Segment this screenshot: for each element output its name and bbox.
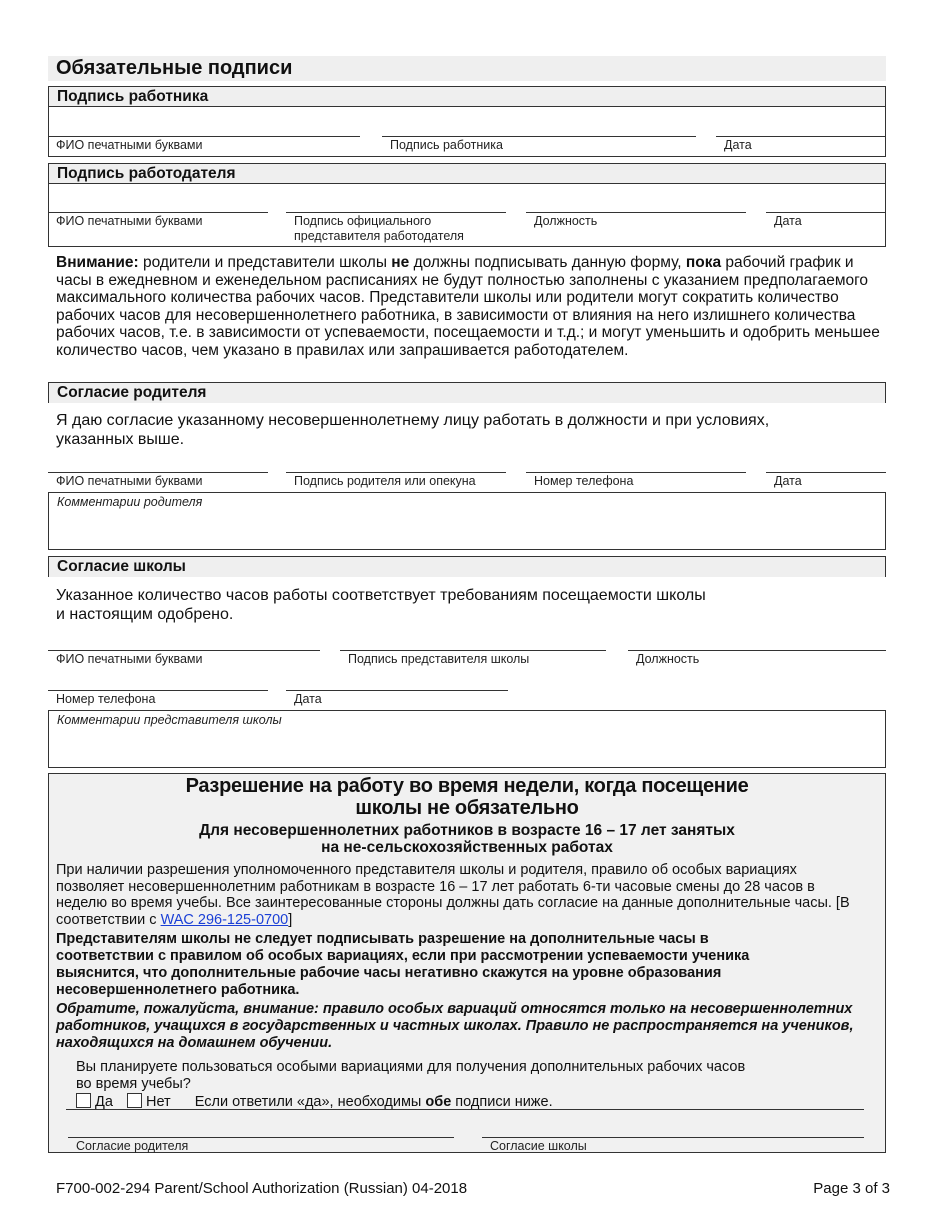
employer-date-label: Дата	[774, 214, 802, 228]
variance-school-label: Согласие школы	[490, 1139, 587, 1153]
variance-parent-label: Согласие родителя	[76, 1139, 189, 1153]
employee-date-line[interactable]	[716, 136, 886, 137]
parent-signature-label: Подпись родителя или опекуна	[294, 474, 476, 488]
no-checkbox[interactable]	[127, 1093, 142, 1108]
yes-checkbox[interactable]	[76, 1093, 91, 1108]
employee-name-label: ФИО печатными буквами	[56, 138, 203, 152]
parent-name-line[interactable]	[48, 472, 268, 473]
employer-name-line[interactable]	[48, 212, 268, 213]
wac-link[interactable]: WAC 296-125-0700	[160, 911, 289, 928]
variance-para1-end: ]	[288, 911, 293, 928]
school-signature-label: Подпись представителя школы	[348, 652, 530, 666]
employer-signature-label-1: Подпись официального	[294, 214, 432, 228]
variance-question-line-2: во время учебы?	[76, 1076, 191, 1092]
yes-checkbox-label: Да	[95, 1094, 113, 1110]
employer-position-line[interactable]	[526, 212, 746, 213]
employer-signature-line[interactable]	[286, 212, 506, 213]
variance-note-bold: обе	[425, 1094, 452, 1110]
employer-position-label: Должность	[534, 214, 598, 228]
parent-date-line[interactable]	[766, 472, 886, 473]
attention-text-2: должны подписывать данную форму,	[409, 254, 686, 271]
variance-school-signature-line[interactable]	[482, 1137, 864, 1138]
variance-subtitle	[48, 822, 886, 856]
school-position-line[interactable]	[628, 650, 886, 651]
parent-signature-line[interactable]	[286, 472, 506, 473]
parent-comments-field[interactable]	[48, 492, 886, 550]
variance-question-underline	[66, 1109, 864, 1110]
employer-signature-section	[48, 163, 886, 247]
variance-title-line-1: Разрешение на работу во время недели, когда посещение	[185, 775, 749, 797]
employee-signature-line[interactable]	[382, 136, 696, 137]
footer-page-number: Page 3 of 3	[813, 1180, 890, 1197]
page-title: Обязательные подписи	[56, 57, 293, 79]
attention-bold-2: пока	[685, 254, 722, 271]
employer-date-line[interactable]	[766, 212, 886, 213]
school-name-line[interactable]	[48, 650, 320, 651]
school-comments-label: Комментарии представителя школы	[57, 713, 282, 727]
employee-name-line[interactable]	[48, 136, 360, 137]
variance-title-line-2: школы не обязательно	[355, 797, 579, 819]
parent-section-heading: Согласие родителя	[49, 383, 885, 403]
attention-paragraph	[56, 254, 892, 359]
page-title-bar	[48, 56, 886, 81]
school-section-heading: Согласие школы	[49, 557, 885, 577]
school-phone-label: Номер телефона	[56, 692, 156, 706]
footer-form-id: F700-002-294 Parent/School Authorization (Russian) 04-2018	[56, 1180, 468, 1197]
school-date-line[interactable]	[286, 690, 508, 691]
variance-subtitle-line-2: на не-сельскохозяйственных работах	[321, 839, 613, 856]
variance-question	[76, 1059, 745, 1093]
employer-section-heading: Подпись работодателя	[49, 164, 885, 184]
parent-comments-label: Комментарии родителя	[57, 495, 203, 509]
attention-bold-1: не	[391, 254, 410, 271]
school-consent-line-2: и настоящим одобрено.	[56, 606, 234, 623]
attention-text-1: родители и представители школы	[138, 254, 392, 271]
variance-paragraph-3: Обратите, пожалуйста, внимание: правило особых вариаций относятся только на несовершеннолетних работников, учащихся в государственных и частных школах. Правило не распространяется на учеников, находящихся на домашнем обучении.	[56, 1001, 854, 1051]
parent-name-label: ФИО печатными буквами	[56, 474, 203, 488]
employee-section-heading: Подпись работника	[49, 87, 885, 107]
school-name-label: ФИО печатными буквами	[56, 652, 203, 666]
variance-parent-signature-line[interactable]	[68, 1137, 454, 1138]
parent-consent-section	[48, 382, 886, 403]
variance-note-end: подписи ниже.	[451, 1094, 553, 1110]
variance-note-text: Если ответили «да», необходимы	[194, 1094, 426, 1110]
employer-signature-label-2: представителя работодателя	[294, 229, 464, 243]
school-date-label: Дата	[294, 692, 322, 706]
parent-consent-line-1: Я даю согласие указанному несовершеннолетнему лицу работать в должности и при условиях,	[56, 412, 770, 429]
school-consent-section	[48, 556, 886, 577]
school-comments-field[interactable]	[48, 710, 886, 768]
attention-text-3: рабочий график и часы в ежедневном и еженедельном расписаниях не будут полностью заполнены с указанием предполагаемого максимального количества рабочих часов. Представители школы или родители могут сократить количество рабочих часов для несовершеннолетнего работника, в зависимости от влияния на него излишнего количества рабочих часов, т.е. в зависимости от успеваемости, посещаемости и т.д.; и могут уменьшить и одобрить меньшее количество часов, чем указано в правилах или запрашивается работодателем.	[56, 254, 880, 359]
school-consent-text	[56, 586, 706, 624]
parent-consent-line-2: указанных выше.	[56, 431, 185, 448]
employer-name-label: ФИО печатными буквами	[56, 214, 203, 228]
school-phone-line[interactable]	[48, 690, 268, 691]
parent-phone-line[interactable]	[526, 472, 746, 473]
variance-para1-text: При наличии разрешения уполномоченного представителя школы и родителя, правило об особых вариациях позволяет несовершеннолетним работникам в возрасте 16 – 17 лет работать 6-ти часовые смены до 28 часов в неделю во время учебы. Все заинтересованные стороны должны дать согласие на данные дополнительные часы. [В соответствии с	[56, 862, 850, 928]
attention-lead: Внимание:	[56, 254, 139, 271]
school-signature-line[interactable]	[340, 650, 606, 651]
parent-date-label: Дата	[774, 474, 802, 488]
variance-paragraph-2: Представителям школы не следует подписывать разрешение на дополнительные часы в соответствии с правилом об особых вариациях, если при рассмотрении успеваемости ученика выяснится, что дополнительные рабочие часы негативно скажутся на уровне образования несовершеннолетнего работника.	[56, 931, 750, 998]
school-position-label: Должность	[636, 652, 700, 666]
variance-subtitle-line-1: Для несовершеннолетних работников в возрасте 16 – 17 лет занятых	[199, 822, 735, 839]
school-consent-line-1: Указанное количество часов работы соответствует требованиям посещаемости школы	[56, 587, 706, 604]
variance-paragraph-1	[56, 862, 868, 928]
employee-date-label: Дата	[724, 138, 752, 152]
parent-consent-text	[56, 411, 769, 449]
no-checkbox-label: Нет	[145, 1094, 171, 1110]
variance-title	[48, 775, 886, 819]
variance-question-line-1: Вы планируете пользоваться особыми вариациями для получения дополнительных рабочих часов	[76, 1059, 746, 1075]
parent-phone-label: Номер телефона	[534, 474, 634, 488]
employee-signature-label: Подпись работника	[390, 138, 503, 152]
